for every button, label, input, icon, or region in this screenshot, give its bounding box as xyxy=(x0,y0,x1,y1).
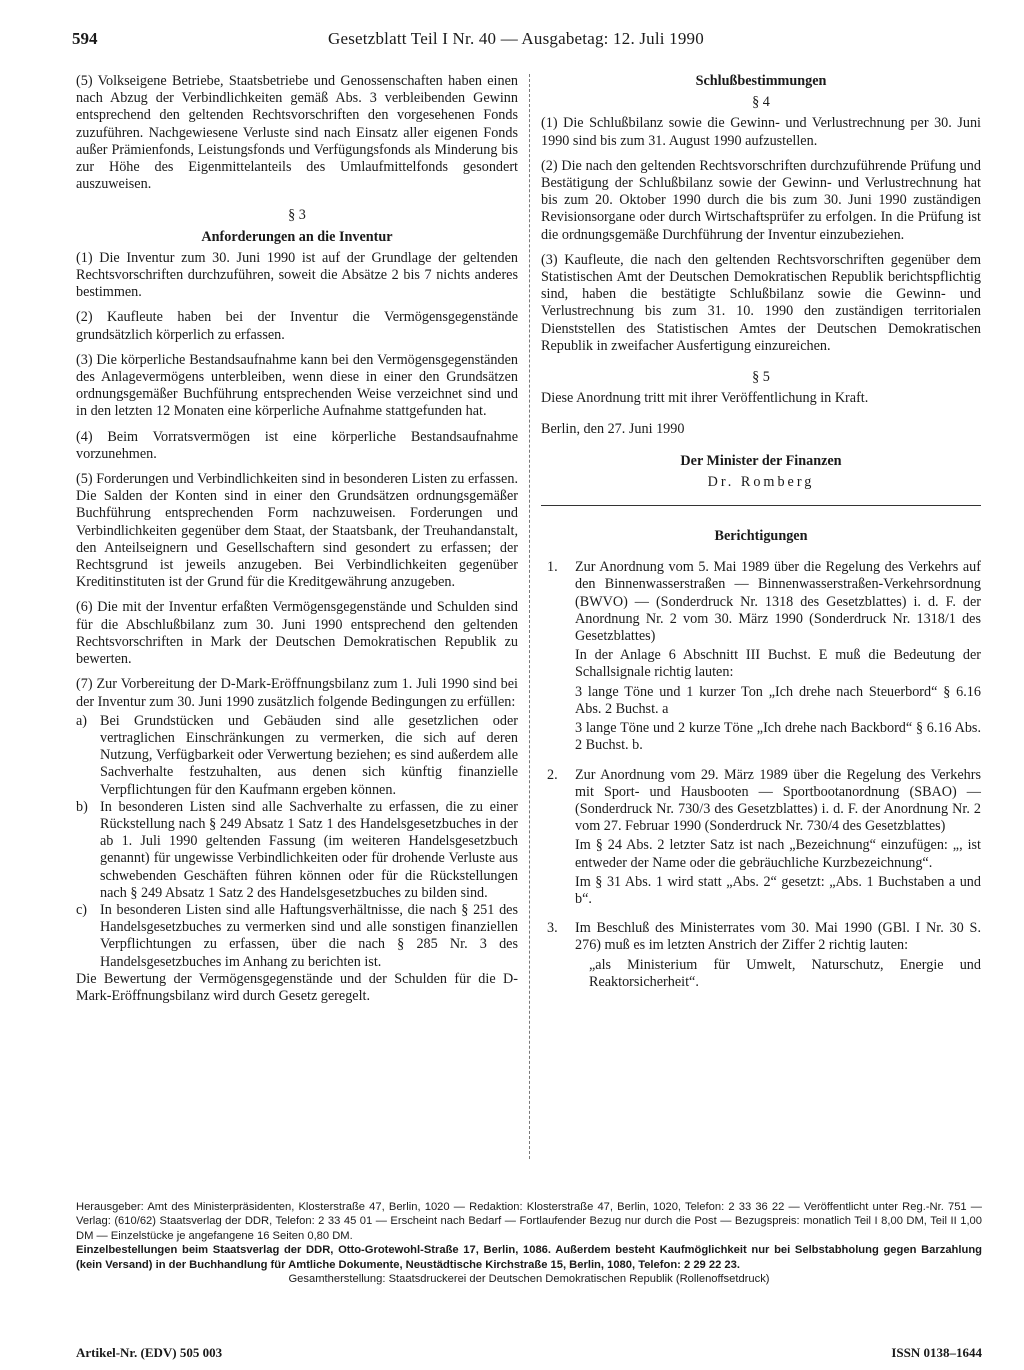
page-number: 594 xyxy=(72,29,98,48)
correction-item xyxy=(541,767,981,911)
list-text: Bei Grundstücken und Gebäuden sind alle gesetzlichen oder vertraglichen Einschränkungen zu vermerken, die sich auf deren Nutzung, Verfügbarkeit oder Verwertung beziehen; es sind außerdem alle Sachverhalte festzuhalten, aus denen sich künftig finanzielle Verpflichtungen für den Kaufmann ergeben können. xyxy=(100,712,518,798)
paragraph: (3) Die körperliche Bestandsaufnahme kann bei den Vermögensgegenständen des Anlagevermögens unterbleiben, wenn diese in einer den Grundsätzen ordnungsgemäßer Buchführung entsprechenden Weise verzeichnet sind und in den letzten 12 Monaten eine körperliche Aufnahme stattgefunden hat. xyxy=(76,351,518,420)
section-heading: Schlußbestimmungen xyxy=(695,73,827,89)
imprint xyxy=(76,1200,982,1286)
paragraph: (1) Die Inventur zum 30. Juni 1990 ist auf der Grundlage der geltenden Rechtsvorschriften durchzuführen, soweit die Absätze 2 bis 7 nichts anderes bestimmen. xyxy=(76,249,518,301)
paragraph: (2) Die nach den geltenden Rechtsvorschriften durchzuführende Prüfung und Bestätigung der Schlußbilanz sowie der Gewinn- und Verlustrechnung hat bis zum 20. Oktober 1990 durch die bis zum 30. Juni 1990 zuständigen Revisionsorgane oder durch Wirtschaftsprüfer zu erfolgen. In die Prüfung ist die ordnungsgemäße Durchführung der Inventur einzubeziehen. xyxy=(541,157,981,243)
footer-bar xyxy=(76,1345,982,1361)
imprint-printer: Gesamtherstellung: Staatsdruckerei der Deutschen Demokratischen Republik (Rollenoffsetdruck) xyxy=(288,1273,770,1286)
correction-item xyxy=(541,920,981,993)
paragraph: (5) Volkseigene Betriebe, Staatsbetriebe und Genossenschaften haben einen nach Abzug der Verbindlichkeiten gemäß Abs. 3 verbleibenden Gewinn entsprechend den geltenden Rechtsvorschriften den vorgesehenen Fonds zuzuführen. Nachgewiesene Verluste sind nach Einsatz aller eigenen Fonds außer Prämienfonds, Leistungsfonds und Verfügungsfonds als Minderung bis zur Höhe des Eigenmittelanteils des Umlaufmittelfonds gesondert auszuweisen. xyxy=(76,73,518,193)
correction-paragraph: 3 lange Töne und 2 kurze Töne „Ich drehe nach Backbord“ § 6.16 Abs. 2 Buchst. b. xyxy=(575,720,981,754)
paragraph: (7) Zur Vorbereitung der D-Mark-Eröffnungsbilanz zum 1. Juli 1990 sind bei der Inventur zum 30. Juni 1990 zusätzlich folgende Bedingungen zu erfüllen: xyxy=(76,676,518,710)
section-divider xyxy=(541,505,981,506)
signer-name: Dr. Romberg xyxy=(707,473,815,490)
paragraph: Die Bewertung der Vermögensgegenstände und der Schulden für die D-Mark-Eröffnungsbilanz wird durch Gesetz geregelt. xyxy=(76,970,518,1004)
list-item xyxy=(76,902,518,971)
paragraph: (3) Kaufleute, die nach den geltenden Rechtsvorschriften gegenüber dem Statistischen Amt der Deutschen Demokratischen Republik berichtspflichtig sind, haben die bestätigte Schlußbilanz sowie die Gewinn- und Verlustrechnung bis zum 31. 10. 1990 den zuständigen territorialen Dienststellen des Statistischen Amtes der Deutschen Demokratischen Republik in zweifacher Ausfertigung einzureichen. xyxy=(541,251,981,354)
correction-paragraph: Zur Anordnung vom 29. März 1989 über die Regelung des Verkehrs mit Sport- und Hausbooten — Sportbootanordnung (SBAO) — (Sonderdruck Nr. 730/3 des Gesetzblattes) i. d. F. der Anordnung Nr. 2 vom 27. Februar 1990 (Sonderdruck Nr. 730/4 des Gesetzblattes) xyxy=(575,766,981,835)
gazette-title: Gesetzblatt Teil I Nr. 40 — Ausgabetag: 12. Juli 1990 xyxy=(328,29,704,48)
column-divider xyxy=(529,74,531,1159)
correction-paragraph: „als Ministerium für Umwelt, Naturschutz, Energie und Reaktorsicherheit“. xyxy=(589,956,981,990)
correction-item xyxy=(541,559,981,756)
paragraph: (5) Forderungen und Verbindlichkeiten sind in besonderen Listen zu erfassen. Die Salden der Konten sind in einer den Grundsätzen ordnungsgemäßer Buchführung entsprechenden Form nachzuweisen. Forderungen und Verbindlichkeiten gegenüber dem Staat, der Staatsbank, der Treuhandanstalt, den Anteilseignern und Gesellschaftern sind gesondert zu erfassen; der Rechtsgrund ist jeweils anzugeben. Bei Verbindlichkeiten gegenüber Kreditinstituten ist der Grund für die Kreditgewährung anzugeben. xyxy=(76,471,518,591)
minister-title: Der Minister der Finanzen xyxy=(680,452,842,469)
right-column xyxy=(541,73,981,1003)
page-header xyxy=(60,29,960,55)
correction-number: 1. xyxy=(547,559,558,576)
list-label: c) xyxy=(76,901,88,918)
section-number: § 5 xyxy=(752,369,770,386)
paragraph: (4) Beim Vorratsvermögen ist eine körperliche Bestandsaufnahme vorzunehmen. xyxy=(76,428,518,462)
paragraph: (2) Kaufleute haben bei der Inventur die Vermögensgegenstände grundsätzlich körperlich zu erfassen. xyxy=(76,309,518,343)
list-item xyxy=(76,799,518,902)
corrections-title: Berichtigungen xyxy=(714,528,808,545)
article-number: Artikel-Nr. (EDV) 505 003 xyxy=(76,1345,223,1360)
issn: ISSN 0138–1644 xyxy=(891,1345,982,1360)
correction-paragraph: Im § 24 Abs. 2 letzter Satz ist nach „Bezeichnung“ einzufügen: „, ist entweder der Name oder die gebräuchliche Kurzbezeichnung“. xyxy=(575,837,981,871)
left-column xyxy=(76,73,518,1013)
correction-paragraph: Im Beschluß des Ministerrates vom 30. Mai 1990 (GBl. I Nr. 30 S. 276) muß es im letzten Anstrich der Ziffer 2 richtig lauten: xyxy=(575,920,981,954)
list-label: b) xyxy=(76,798,88,815)
correction-number: 2. xyxy=(547,766,558,783)
list-text: In besonderen Listen sind alle Haftungsverhältnisse, die nach § 251 des Handelsgesetzbuches zu vermerken sind und alle sonstigen finanziellen Verpflichtungen zu erfassen, über die nach § 285 Nr. 3 des Handelsgesetzbuches im Anhang zu berichten ist. xyxy=(100,901,518,970)
imprint-publisher: Herausgeber: Amt des Ministerpräsidenten, Klosterstraße 47, Berlin, 1020 — Redaktion: Klosterstraße 47, Berlin, 1020, Telefon: 2 33 36 22 — Veröffentlicht unter Reg.-Nr. 751 — Verlag: (610/62) Staatsverlag der DDR, Telefon: 2 33 45 01 — Erscheint nach Bedarf — Fortlaufender Bezug nur durch die Post — Bezugspreis: monatlich Teil I 8,00 DM, Teil II 1,00 DM — Einzelstücke je angefangene 16 Seiten 0,80 DM. xyxy=(76,1201,982,1242)
section-title: Anforderungen an die Inventur xyxy=(201,228,393,245)
paragraph: (6) Die mit der Inventur erfaßten Vermögensgegenstände und Schulden sind für die Abschlußbilanz zum 30. Juni 1990 entsprechend den geltenden Rechtsvorschriften in Mark der Deutschen Demokratischen Republik zu bewerten. xyxy=(76,599,518,668)
correction-number: 3. xyxy=(547,920,558,937)
place-date: Berlin, den 27. Juni 1990 xyxy=(541,421,685,438)
section-number: § 4 xyxy=(752,94,770,111)
list-label: a) xyxy=(76,712,88,729)
correction-paragraph: 3 lange Töne und 1 kurzer Ton „Ich drehe nach Steuerbord“ § 6.16 Abs. 2 Buchst. a xyxy=(575,683,981,717)
paragraph: (1) Die Schlußbilanz sowie die Gewinn- und Verlustrechnung per 30. Juni 1990 sind bis zum 31. August 1990 aufzustellen. xyxy=(541,115,981,149)
list-text: In besonderen Listen sind alle Sachverhalte zu erfassen, die zu einer Rückstellung nach § 249 Absatz 1 Satz 1 des Handelsgesetzbuches in der ab 1. Juli 1990 geltenden Fassung (im weiteren Handelsgesetzbuch genannt) für ungewisse Verbindlichkeiten oder für drohende Verluste aus schwebenden Geschäften führen können oder für die Rückstellungen nach § 249 Absatz 1 Satz 2 des Handelsgesetzbuches zu bilden sind. xyxy=(100,798,518,901)
list-item xyxy=(76,713,518,799)
section-number: § 3 xyxy=(288,207,306,224)
imprint-orders: Einzelbestellungen beim Staatsverlag der DDR, Otto-Grotewohl-Straße 17, Berlin, 1086. Außerdem besteht Kaufmöglichkeit nur bei Selbstabholung gegen Barzahlung (kein Versand) in der Buchhandlung für Amtliche Dokumente, Neustädtische Kirchstraße 15, Berlin, 1080, Telefon: 2 29 22 23. xyxy=(76,1244,982,1271)
paragraph: Diese Anordnung tritt mit ihrer Veröffentlichung in Kraft. xyxy=(541,390,869,407)
correction-paragraph: In der Anlage 6 Abschnitt III Buchst. E muß die Bedeutung der Schallsignale richtig lauten: xyxy=(575,647,981,681)
correction-paragraph: Zur Anordnung vom 5. Mai 1989 über die Regelung des Verkehrs auf den Binnenwasserstraßen — Binnenwasserstraßen-Verkehrsordnung (BWVO) — (Sonderdruck Nr. 1318 des Gesetzblattes) i. d. F. der Anordnung Nr. 2 vom 30. März 1990 (Sonderdruck Nr. 1318/1 des Gesetzblattes) xyxy=(575,559,981,645)
correction-paragraph: Im § 31 Abs. 1 wird statt „Abs. 2“ gesetzt: „Abs. 1 Buchstaben a und b“. xyxy=(575,873,981,907)
